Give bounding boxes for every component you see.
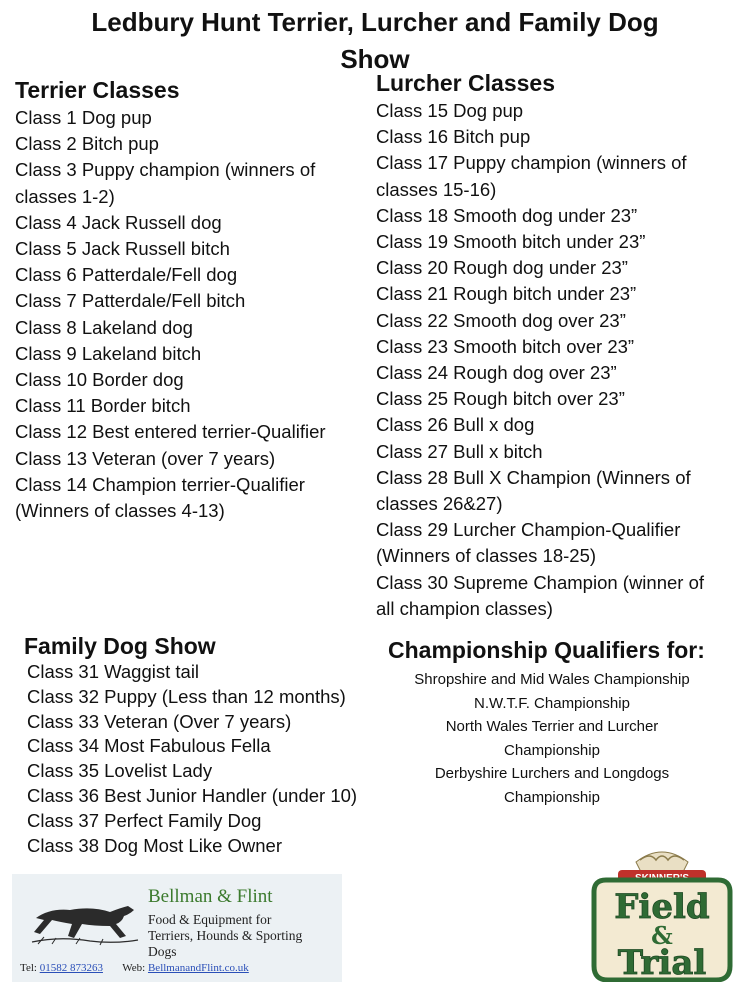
list-item: Class 37 Perfect Family Dog <box>27 809 262 831</box>
list-item: Class 2 Bitch pup <box>15 133 159 155</box>
list-item: Class 31 Waggist tail <box>27 661 200 682</box>
list-item: Class 16 Bitch pup <box>376 126 531 148</box>
logo-amp: & <box>651 921 673 950</box>
ad-contact <box>20 962 249 974</box>
ad-description <box>148 912 302 960</box>
tel-link[interactable]: 01582 873263 <box>39 962 103 974</box>
list-item: Class 24 Rough dog over 23” <box>376 362 617 384</box>
terrier-heading: Terrier Classes <box>15 77 180 103</box>
field-and-trial-logo <box>590 848 734 982</box>
list-item: classes 26&27) <box>376 493 503 515</box>
lurcher-heading: Lurcher Classes <box>376 70 555 96</box>
list-item: Class 21 Rough bitch under 23” <box>376 283 637 305</box>
list-item: classes 1-2) <box>15 185 115 207</box>
list-item: Class 8 Lakeland dog <box>15 316 193 338</box>
list-item: Class 5 Jack Russell bitch <box>15 238 230 260</box>
terrier-list <box>15 105 326 524</box>
list-item: Class 13 Veteran (over 7 years) <box>15 447 276 469</box>
title-line-1: Ledbury Hunt Terrier, Lurcher and Family Dog <box>91 7 659 37</box>
family-heading: Family Dog Show <box>24 633 216 659</box>
list-item: Class 7 Patterdale/Fell bitch <box>15 290 246 312</box>
list-item: Class 18 Smooth dog under 23” <box>376 204 638 226</box>
list-item: Class 25 Rough bitch over 23” <box>376 388 625 410</box>
list-item: Class 11 Border bitch <box>15 395 191 417</box>
list-item: Class 9 Lakeland bitch <box>15 342 202 364</box>
web-label: Web: <box>122 962 148 974</box>
list-item: (Winners of classes 4-13) <box>15 500 225 522</box>
qualifiers-list <box>382 668 722 810</box>
list-item: Class 29 Lurcher Champion-Qualifier <box>376 519 681 541</box>
list-item: Class 22 Smooth dog over 23” <box>376 309 626 331</box>
ad-brand: Bellman & Flint <box>148 886 273 907</box>
list-item: Class 35 Lovelist Lady <box>27 760 213 782</box>
list-item: Championship <box>504 788 600 806</box>
title-line-2: Show <box>340 44 410 74</box>
list-item: North Wales Terrier and Lurcher <box>445 718 659 736</box>
list-item: Derbyshire Lurchers and Longdogs <box>434 765 670 783</box>
logo-trial: Trial <box>617 943 707 982</box>
list-item: Class 36 Best Junior Handler (under 10) <box>27 784 358 806</box>
list-item: Class 15 Dog pup <box>376 100 524 121</box>
list-item: Class 19 Smooth bitch under 23” <box>376 231 646 253</box>
list-item: Class 34 Most Fabulous Fella <box>27 735 271 757</box>
ad-desc-line: Food & Equipment for <box>148 912 272 927</box>
list-item: Class 23 Smooth bitch over 23” <box>376 335 635 357</box>
list-item: Class 3 Puppy champion (winners of <box>15 159 316 181</box>
page-title <box>20 4 730 78</box>
web-link[interactable]: BellmanandFlint.co.uk <box>147 962 249 974</box>
list-item: Class 20 Rough dog under 23” <box>376 257 628 279</box>
list-item: Class 1 Dog pup <box>15 107 152 128</box>
list-item: Class 30 Supreme Champion (winner of <box>376 571 705 593</box>
list-item: Class 14 Champion terrier-Qualifier <box>15 473 305 495</box>
list-item: classes 15-16) <box>376 178 497 200</box>
tel-label: Tel: <box>20 962 40 974</box>
list-item: Shropshire and Mid Wales Championship <box>414 671 690 688</box>
list-item: Class 38 Dog Most Like Owner <box>27 834 282 856</box>
family-list <box>27 660 357 858</box>
qualifiers-heading: Championship Qualifiers for: <box>388 637 705 663</box>
list-item: Class 26 Bull x dog <box>376 414 535 436</box>
sponsor-ad <box>12 874 342 982</box>
ad-desc-line: Dogs <box>148 944 177 959</box>
ad-desc-line: Terriers, Hounds & Sporting <box>148 928 303 943</box>
list-item: Class 28 Bull X Champion (Winners of <box>376 466 691 488</box>
list-item: Championship <box>504 741 600 759</box>
list-item: Class 12 Best entered terrier-Qualifier <box>15 421 326 443</box>
list-item: Class 32 Puppy (Less than 12 months) <box>27 685 346 707</box>
list-item: all champion classes) <box>376 597 553 619</box>
list-item: Class 6 Patterdale/Fell dog <box>15 264 238 286</box>
list-item: Class 17 Puppy champion (winners of <box>376 152 687 174</box>
list-item: Class 10 Border dog <box>15 369 184 391</box>
lurcher-list <box>376 98 704 622</box>
list-item: Class 33 Veteran (Over 7 years) <box>27 710 292 732</box>
list-item: (Winners of classes 18-25) <box>376 545 597 567</box>
list-item: N.W.T.F. Championship <box>474 694 630 712</box>
list-item: Class 4 Jack Russell dog <box>15 211 222 233</box>
list-item: Class 27 Bull x bitch <box>376 440 543 462</box>
hound-running-icon <box>30 896 140 946</box>
logo-field: Field <box>614 887 710 927</box>
